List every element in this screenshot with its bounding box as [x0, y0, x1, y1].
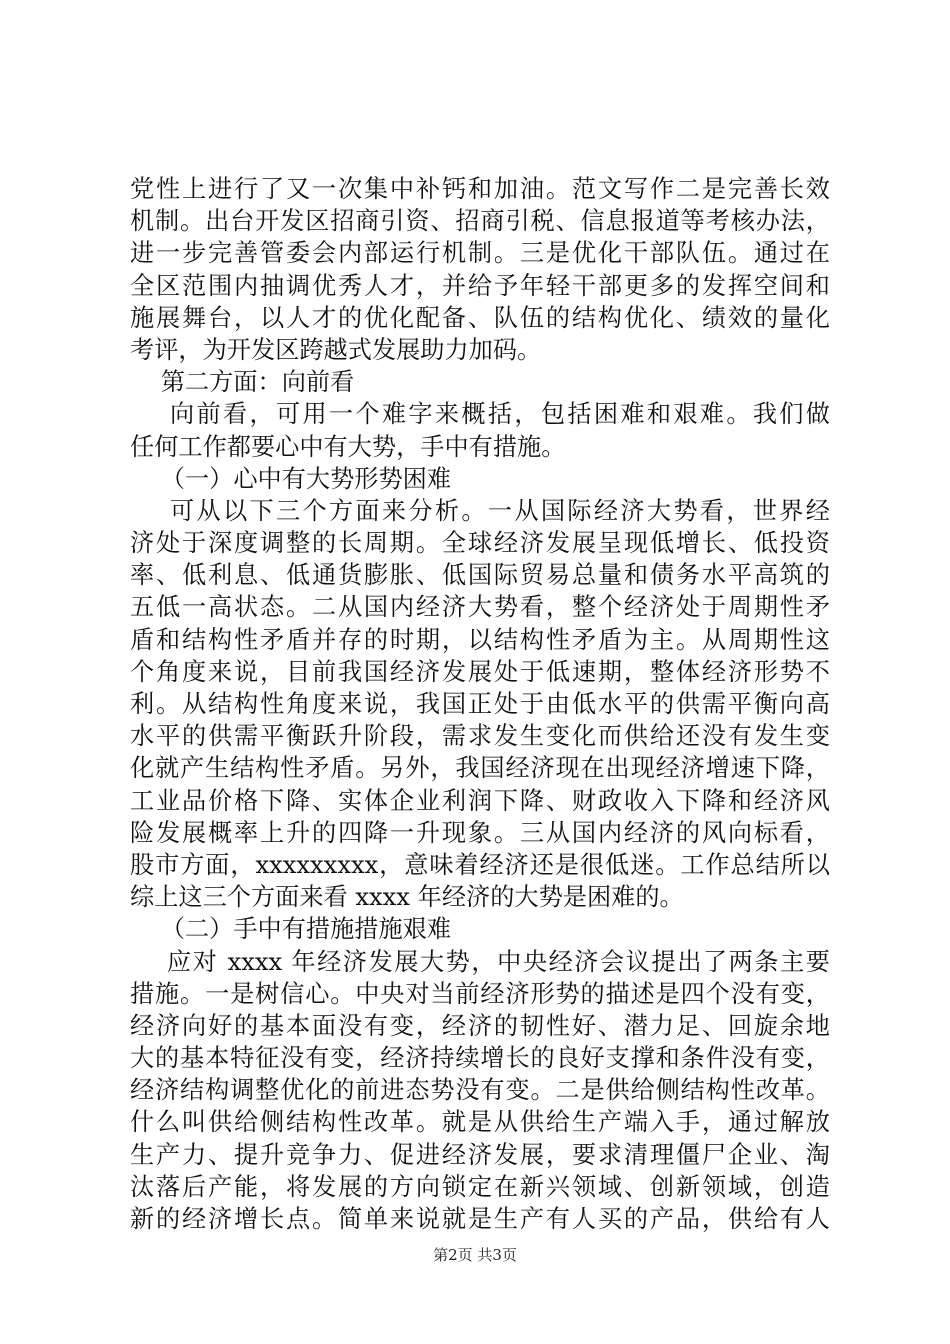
text-line: 工业品价格下降、实体企业利润下降、财政收入下降和经济风: [130, 786, 830, 815]
text-line: 措施。一是树信心。中央对当前经济形势的描述是四个没有变，: [130, 979, 830, 1008]
text-line: 利。从结构性角度来说，我国正处于由低水平的供需平衡向高: [130, 690, 830, 718]
body-text: [130, 173, 830, 1235]
text-line: 化就产生结构性矛盾。另外，我国经济现在出现经济增速下降，: [130, 754, 830, 783]
text-line: 向前看，可用一个难字来概括，包括困难和艰难。我们做: [130, 400, 830, 429]
text-line: 施展舞台，以人才的优化配备、队伍的结构优化、绩效的量化: [130, 303, 830, 332]
text-line: 全区范围内抽调优秀人才，并给予年轻干部更多的发挥空间和: [130, 271, 830, 300]
section-heading: 第二方面：向前看: [130, 368, 355, 397]
text-line: 生产力、提升竞争力、促进经济发展，要求清理僵尸企业、淘: [130, 1140, 830, 1169]
text-line: 什么叫供给侧结构性改革。就是从供给生产端入手，通过解放: [130, 1108, 830, 1137]
text-line: 水平的供需平衡跃升阶段，需求发生变化而供给还没有发生变: [130, 722, 830, 751]
text-line: 考评，为开发区跨越式发展助力加码。: [130, 335, 542, 364]
text-line: 济处于深度调整的长周期。全球经济发展呈现低增长、低投资: [130, 529, 830, 558]
subsection-heading: （一）心中有大势形势困难: [130, 464, 452, 493]
text-line: 险发展概率上升的四降一升现象。三从国内经济的风向标看，: [130, 818, 830, 847]
text-line: 经济向好的基本面没有变，经济的韧性好、潜力足、回旋余地: [130, 1011, 830, 1040]
text-line: 个角度来说，目前我国经济发展处于低速期，整体经济形势不: [130, 657, 830, 686]
text-line: 进一步完善管委会内部运行机制。三是优化干部队伍。通过在: [130, 239, 830, 268]
text-line: 可从以下三个方面来分析。一从国际经济大势看，世界经: [130, 496, 830, 525]
text-line: 任何工作都要心中有大势，手中有措施。: [130, 432, 566, 461]
text-line: 新的经济增长点。简单来说就是生产有人买的产品，供给有人: [130, 1205, 830, 1233]
page-number-footer: 第2页 共3页: [433, 1246, 517, 1264]
text-line: 率、低利息、低通货膨胀、低国际贸易总量和债务水平高筑的: [130, 561, 830, 590]
text-line: 盾和结构性矛盾并存的时期，以结构性矛盾为主。从周期性这: [130, 625, 830, 654]
text-line: 党性上进行了又一次集中补钙和加油。范文写作二是完善长效: [130, 175, 830, 203]
text-line: 大的基本特征没有变，经济持续增长的良好支撑和条件没有变，: [130, 1044, 830, 1073]
text-line: 综上这三个方面来看 xxxx 年经济的大势是困难的。: [130, 883, 684, 912]
text-line: 五低一高状态。二从国内经济大势看，整个经济处于周期性矛: [130, 593, 830, 622]
text-line: 经济结构调整优化的前进态势没有变。二是供给侧结构性改革。: [130, 1076, 830, 1105]
text-line: 股市方面，xxxxxxxxx，意味着经济还是很低迷。工作总结所以: [130, 850, 830, 879]
text-line: 应对 xxxx 年经济发展大势，中央经济会议提出了两条主要: [130, 947, 830, 976]
text-line: 汰落后产能，将发展的方向锁定在新兴领域、创新领域，创造: [130, 1172, 830, 1201]
subsection-heading: （二）手中有措施措施艰难: [130, 915, 452, 944]
text-line: 机制。出台开发区招商引资、招商引税、信息报道等考核办法，: [130, 207, 830, 236]
